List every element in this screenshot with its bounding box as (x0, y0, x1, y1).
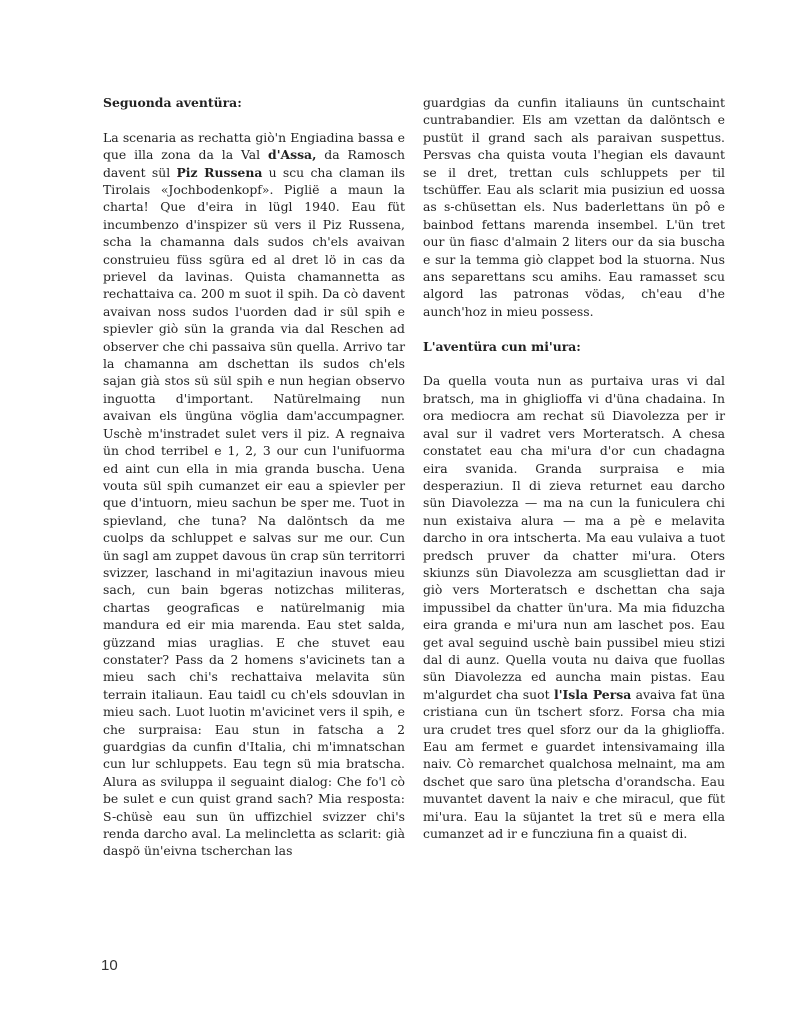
section-heading-aventura-mi-ura: L'aventüra cun mi'ura: (423, 338, 581, 354)
text-run: u scu cha claman ils Tirolais «Jochbodenkopf». Piglië a maun la charta! Que d'eira in lügl 1940. Eau füt incumbenzo d'inspizer sü vers il Piz Russena, scha la chamanna dals sudos ch'els avaivan construieu füss sgüra ed al dret lö in cas da prievel da lavinas. Quista chamannetta as rechattaiva ca. 200 m suot il spih. Da cò davent avaivan noss sudos l'uorden dad ir sül spih e spievler giò sün la granda via dal Reschen ad observer che chi passaiva sün quella. Arrivo tar la chamanna am dschettan ils sudos ch'els sajan già stos sü sül spih e nun hegian observo inguotta d'important. Natürelmaing nun avaivan els üngüna vöglia dam'accumpagner. Uschè m'instradet sulet vers il piz. A regnaiva ün chod terribel e 1, 2, 3 our cun l'unifuorma ed aint cun ella in mia granda buscha. Uena vouta sül spih cumanzet eir eau a spievler per que d'intuorn, mieu sachun be sper me. Tuot in spievland, che tuna? Na dalöntsch da me cuolps da schluppet e salvas sur me our. Cun ün sagl am zuppet davous ün crap sün territorri svizzer, laschand in mi'agitaziun inavous mieu sach, cun bain bgeras notizchas militeras, chartas geograficas e natürelmanig mia mandura ed eir mia marenda. Eau stet salda, güzzand mias uraglias. E che stuvet eau constater? Pass da 2 homens s'avicinets tan a mieu sach chi's rechattaiva melavita sün terrain italiaun. Eau taidl cu ch'els sdouvlan in mieu sach. Luot luotin m'avicinet vers il spih, e che surpraisa: Eau stun in fatscha a 2 guardgias da cunfin d'Italia, chi m'imnatschan cun lur schluppets. Eau tegn sü mia bratscha. Alura as sviluppa il seguaint dialog: Che fo'l cò be sulet e cun quist grand sach? Mia resposta: S-chüsè eau sun ün uffizchiel svizzer chi's renda darcho aval. La melincletta as sclarit: già daspö ün'eivna tscherchan las (103, 164, 405, 859)
paragraph-aventura-mi-ura (423, 372, 725, 842)
paragraph-seguonda-aventura (103, 129, 405, 860)
text-run: da Ramosch davent sül (103, 147, 405, 180)
text-run: La scenaria as rechatta giò'n Engiadina bassa e que illa zona da la Val (103, 129, 405, 163)
page-number: 10 (101, 957, 118, 974)
section-heading-seguonda-aventura: Seguonda aventüra: (103, 95, 242, 110)
right-column (423, 94, 725, 860)
bold-place-name: Piz Russena (176, 164, 263, 180)
paragraph-continuation: guardgias da cunfin italiauns ün cuntschaint cuntrabandier. Els am vzettan da dalöntsch e pustüt il grand sach als paraivan suspettus. Persvas cha quista vouta l'hegian els davaunt se il dret, trettan culs schluppets per til tschüffer. Eau als sclarit mia pusiziun ed uossa as s-chüsettan els. Nus baderlettans ün pô e bainbod fettans marenda insembel. L'ün tret our ün fiasc d'almain 2 liters our da sia buscha e sur la temma giò clappet bod la stuorna. Nus ans separettans scu amihs. Eau ramasset scu algord las patronas vödas, ch'eau d'he aunch'hoz in mieu possess. (423, 95, 725, 319)
text-run: avaiva fat üna cristiana cun ün tschert sforz. Forsa cha mia ura crudet tres quel sforz our da la ghiglioffa. Eau am fermet e guardet intensivamaing illa naiv. Cò remarchet qualchosa melnaint, ma am dschet que saro üna pletscha d'orandscha. Eau muvantet davent la naiv e che miracul, que füt mi'ura. Eau la süjantet la tret sü e mera ella cumanzet ad ir e funcziuna fin a quaist di. (423, 686, 725, 842)
text-run: Da quella vouta nun as purtaiva uras vi dal bratsch, ma in ghiglioffa vi d'üna chadaina. In ora mediocra am rechat sü Diavolezza per ir aval sur il vadret vers Morteratsch. A chesa constatet eau cha mi'ura d'or cun chadagna eira svanida. Granda surpraisa e mia desperaziun. Il di zieva returnet eau darcho sün Diavolezza — ma na cun la funiculera chi nun existaiva alura — ma a pè e melavita darcho in ora intscherta. Ma eau vulaiva a tuot predsch pruver da chatter mi'ura. Oters skiunzs sün Diavolezza am scusgliettan dad ir giò vers Morteratsch e dschettan cha saja impussibel da chatter ün'ura. Ma mia fiduzcha eira granda e mi'ura nun am laschet pos. Eau get aval seguind uschè bain pussibel mieu stizi dal di aunz. Quella vouta nu daiva que fuollas sün Diavolezza ed auncha main pistas. Eau m'algurdet cha suot (423, 373, 725, 702)
bold-place-name: d'Assa, (268, 147, 317, 163)
bold-place-name: l'Isla Persa (554, 686, 632, 702)
left-column (103, 94, 405, 877)
